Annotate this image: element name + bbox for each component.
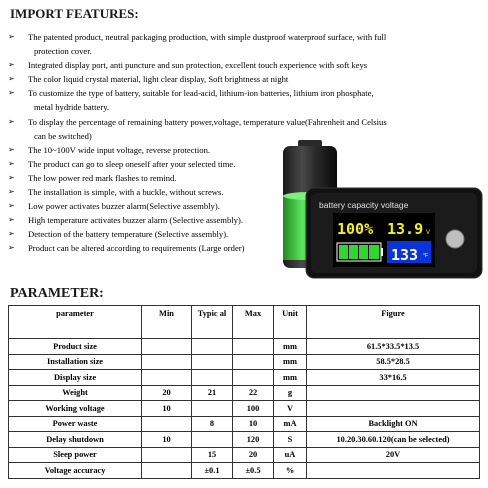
- table-cell: ±0.5: [233, 463, 274, 479]
- table-cell: [192, 401, 233, 417]
- table-cell: [142, 370, 192, 386]
- table-cell: V: [274, 401, 307, 417]
- arrow-bullet-icon: ➢: [8, 187, 15, 197]
- temperature-readout: 133: [391, 246, 419, 264]
- table-cell: 20: [233, 447, 274, 463]
- table-cell: [307, 385, 480, 401]
- header-typical: Typic al: [192, 306, 233, 339]
- table-cell: S: [274, 432, 307, 448]
- temperature-unit: °F: [423, 253, 429, 259]
- table-cell: Display size: [9, 370, 142, 386]
- display-label: battery capacity voltage: [319, 200, 409, 210]
- arrow-bullet-icon: ➢: [8, 74, 15, 84]
- table-cell: 22: [233, 385, 274, 401]
- table-cell: 8: [192, 416, 233, 432]
- feature-text-continued: protection cover.: [34, 46, 92, 57]
- table-cell: mA: [274, 416, 307, 432]
- table-cell: 58.5*28.5: [307, 354, 480, 370]
- feature-item: [8, 213, 280, 227]
- table-cell: %: [274, 463, 307, 479]
- feature-text: The color liquid crystal material, light clear display, Soft brightness at night: [28, 74, 289, 85]
- feature-item: [8, 227, 280, 241]
- table-cell: Delay shutdown: [9, 432, 142, 448]
- voltage-readout: 13.9: [387, 220, 424, 238]
- feature-text-continued: metal hydride battery.: [34, 102, 110, 113]
- feature-item: [8, 115, 488, 143]
- feature-item: [8, 58, 488, 72]
- header-figure: Figure: [307, 306, 480, 339]
- table-cell: uA: [274, 447, 307, 463]
- table-cell: mm: [274, 339, 307, 355]
- table-row: [9, 432, 480, 448]
- table-cell: mm: [274, 370, 307, 386]
- table-cell: [142, 447, 192, 463]
- table-cell: [192, 339, 233, 355]
- feature-text: The product can go to sleep oneself after your selected time.: [28, 158, 236, 169]
- table-cell: Product size: [9, 339, 142, 355]
- table-cell: Sleep power: [9, 447, 142, 463]
- feature-text: The 10~100V wide input voltage, reverse protection.: [28, 144, 211, 155]
- arrow-bullet-icon: ➢: [8, 158, 15, 168]
- feature-item: [8, 185, 280, 199]
- table-cell: g: [274, 385, 307, 401]
- feature-text: To customize the type of battery, suitable for lead-acid, lithium-ion batteries, lithium iron phosphate,: [28, 88, 374, 99]
- table-cell: [192, 432, 233, 448]
- arrow-bullet-icon: ➢: [8, 116, 15, 126]
- parameter-title: PARAMETER:: [10, 286, 104, 301]
- arrow-bullet-icon: ➢: [8, 172, 15, 182]
- table-cell: 20V: [307, 447, 480, 463]
- header-parameter: parameter: [9, 306, 142, 339]
- table-cell: [142, 416, 192, 432]
- feature-item: [8, 171, 280, 185]
- table-cell: [142, 339, 192, 355]
- feature-text: The installation is simple, with a buckle, without screws.: [28, 187, 224, 198]
- arrow-bullet-icon: ➢: [8, 60, 15, 70]
- parameter-table: [8, 305, 480, 479]
- battery-level-bars: [339, 245, 379, 259]
- feature-text: The low power red mark flashes to remind.: [28, 172, 177, 183]
- table-cell: 120: [233, 432, 274, 448]
- table-cell: Weight: [9, 385, 142, 401]
- table-cell: [192, 354, 233, 370]
- header-unit: Unit: [274, 306, 307, 339]
- table-row: [9, 370, 480, 386]
- feature-item: [8, 199, 280, 213]
- arrow-bullet-icon: ➢: [8, 243, 15, 253]
- table-cell: Voltage accuracy: [9, 463, 142, 479]
- table-row: [9, 463, 480, 479]
- table-row: [9, 385, 480, 401]
- table-cell: 10: [142, 401, 192, 417]
- table-cell: 10: [233, 416, 274, 432]
- table-row: [9, 447, 480, 463]
- table-cell: 33*16.5: [307, 370, 480, 386]
- table-cell: Installation size: [9, 354, 142, 370]
- table-row: [9, 354, 480, 370]
- table-cell: 15: [192, 447, 233, 463]
- features-title: IMPORT FEATURES:: [10, 6, 139, 21]
- table-cell: [233, 339, 274, 355]
- table-header-row: [9, 306, 480, 339]
- table-cell: [233, 354, 274, 370]
- arrow-bullet-icon: ➢: [8, 201, 15, 211]
- table-cell: Backlight ON: [307, 416, 480, 432]
- percent-readout: 100%: [337, 220, 374, 238]
- table-cell: Working voltage: [9, 401, 142, 417]
- table-cell: ±0.1: [192, 463, 233, 479]
- feature-text: High temperature activates buzzer alarm (Selective assembly).: [28, 215, 243, 226]
- table-cell: [233, 370, 274, 386]
- table-row: [9, 416, 480, 432]
- table-cell: mm: [274, 354, 307, 370]
- table-cell: [142, 354, 192, 370]
- table-cell: 21: [192, 385, 233, 401]
- arrow-bullet-icon: ➢: [8, 144, 15, 154]
- feature-text: Product can be altered according to requirements (Large order): [28, 243, 245, 254]
- header-min: Min: [142, 306, 192, 339]
- table-row: [9, 401, 480, 417]
- feature-text: Low power activates buzzer alarm(Selective assembly).: [28, 201, 220, 212]
- battery-monitor-display: [305, 187, 483, 279]
- arrow-bullet-icon: ➢: [8, 32, 15, 41]
- arrow-bullet-icon: ➢: [8, 215, 15, 225]
- voltage-unit: V: [426, 230, 431, 236]
- mode-button: [446, 230, 464, 248]
- feature-text: The patented product, neutral packaging production, with simple dustproof waterproof surface, with full: [28, 32, 387, 42]
- table-cell: 10: [142, 432, 192, 448]
- feature-item: [8, 72, 488, 86]
- feature-item: [8, 86, 488, 114]
- feature-text: To display the percentage of remaining battery power,voltage, temperature value(Fahrenheit and Celsius: [28, 116, 387, 127]
- feature-item: [8, 241, 280, 255]
- table-cell: Power waste: [9, 416, 142, 432]
- table-cell: [307, 463, 480, 479]
- table-cell: 10.20.30.60.120(can be selected): [307, 432, 480, 448]
- feature-item: [8, 30, 488, 58]
- table-row: [9, 339, 480, 355]
- feature-text: Detection of the battery temperature (Selective assembly).: [28, 229, 229, 240]
- table-cell: 61.5*33.5*13.5: [307, 339, 480, 355]
- feature-item: [8, 157, 280, 171]
- feature-text: Integrated display port, anti puncture and sun protection, excellent touch experience with soft keys: [28, 60, 368, 71]
- feature-text-continued: can be switched): [34, 130, 92, 141]
- table-cell: 20: [142, 385, 192, 401]
- table-cell: [307, 401, 480, 417]
- table-cell: [192, 370, 233, 386]
- arrow-bullet-icon: ➢: [8, 88, 15, 98]
- arrow-bullet-icon: ➢: [8, 229, 15, 239]
- header-max: Max: [233, 306, 274, 339]
- table-cell: [142, 463, 192, 479]
- table-cell: 100: [233, 401, 274, 417]
- feature-item: [8, 143, 280, 157]
